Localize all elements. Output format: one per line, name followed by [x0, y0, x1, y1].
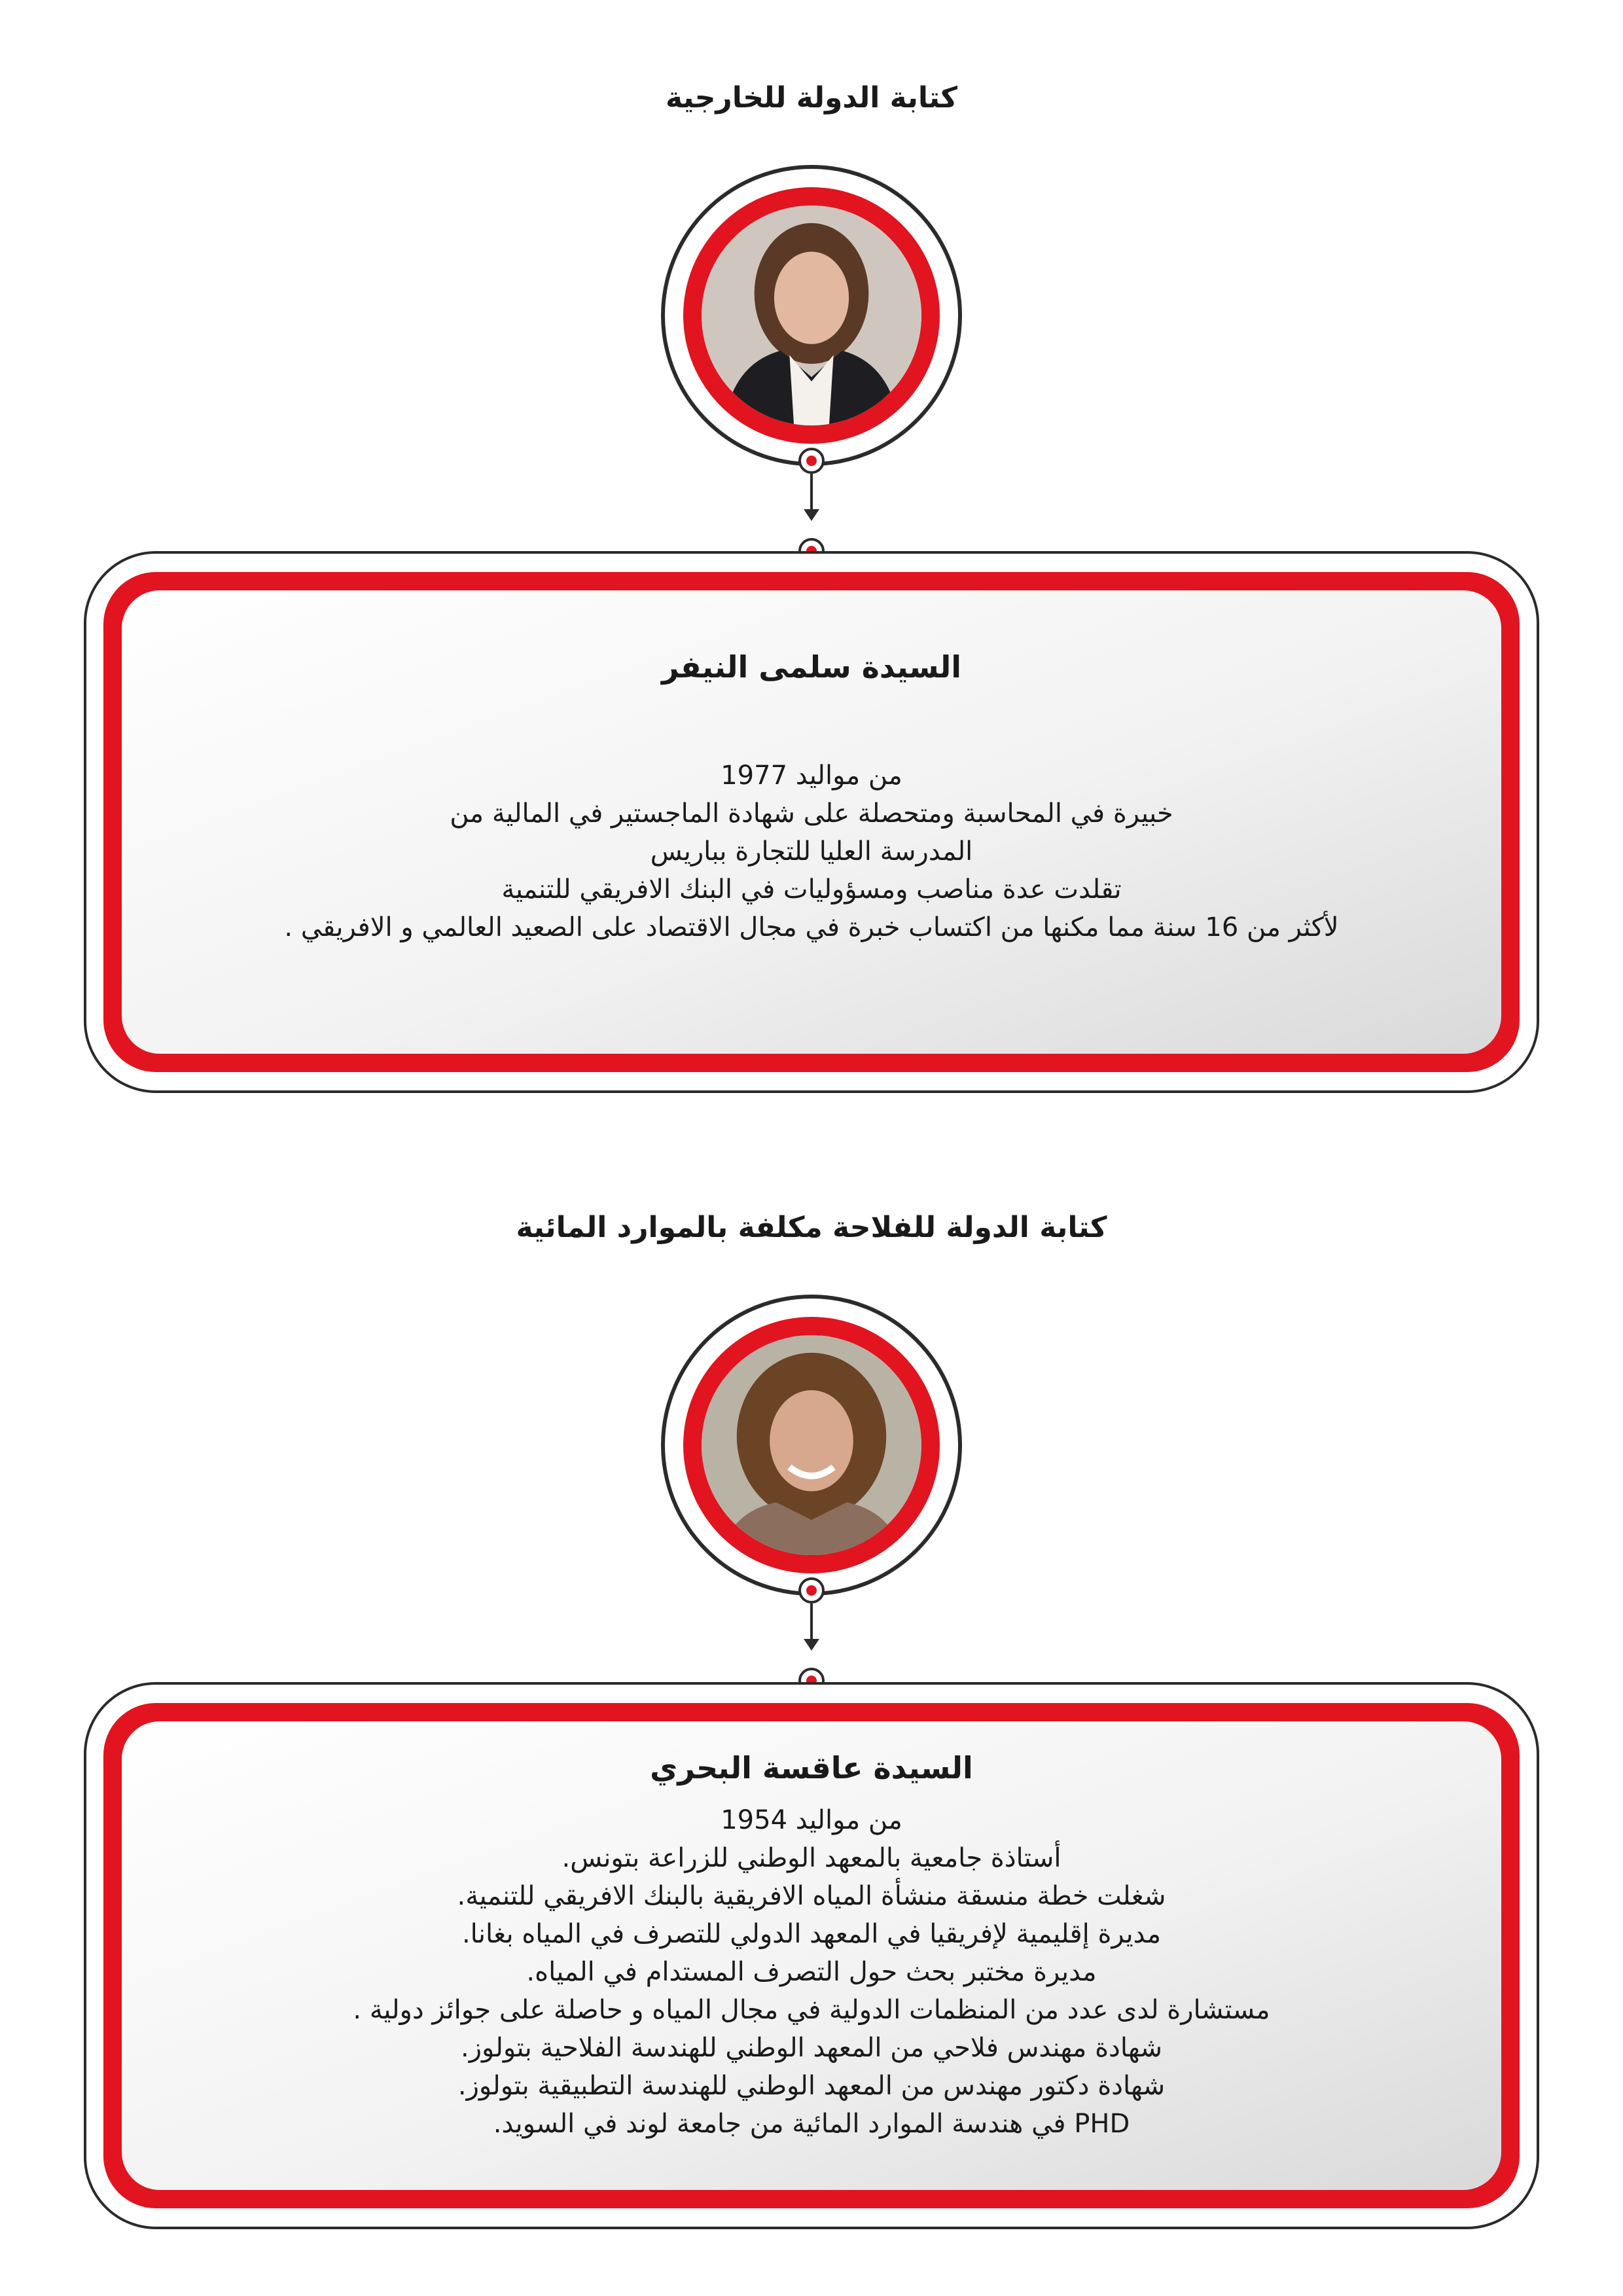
- bio-line: مديرة مختبر بحث حول التصرف المستدام في المياه.: [526, 1957, 1097, 1987]
- bio-card-inner-2: [122, 1721, 1501, 2190]
- bio-line: تقلدت عدة مناصب ومسؤوليات في البنك الافريقي للتنمية: [501, 874, 1122, 905]
- bio-text-2: [122, 1801, 1501, 2143]
- bio-line: لأكثر من 16 سنة مما مكنها من اكتساب خبرة في مجال الاقتصاد على الصعيد العالمي و الافريقي .: [284, 912, 1339, 942]
- portrait-icon-1: [702, 206, 921, 425]
- connector-line-2: [810, 1604, 813, 1641]
- person-name-1: السيدة سلمى النيفر: [661, 649, 962, 685]
- bio-line: خبيرة في المحاسبة ومتحصلة على شهادة الماجستير في المالية من: [450, 798, 1173, 829]
- portrait-frame-1: [661, 165, 962, 466]
- connector-line-1: [810, 474, 813, 512]
- connector-dot-top-1: [798, 448, 825, 474]
- portrait-frame-2: [661, 1295, 962, 1596]
- bio-line: مستشارة لدى عدد من المنظمات الدولية في مجال المياه و حاصلة على جوائز دولية .: [353, 1995, 1270, 2025]
- portrait-red-ring-1: [683, 187, 940, 444]
- bio-card-inner-1: [122, 590, 1501, 1054]
- person-name-2: السيدة عاقسة البحري: [650, 1750, 973, 1785]
- portrait-red-ring-2: [683, 1317, 940, 1573]
- bio-line: مديرة إقليمية لإفريقيا في المعهد الدولي للتصرف في المياه بغانا.: [461, 1919, 1162, 1949]
- bio-line: شغلت خطة منسقة منشأة المياه الافريقية بالبنك الافريقي للتنمية.: [457, 1881, 1166, 1911]
- section-title-2: كتابة الدولة للفلاحة مكلفة بالموارد المائية: [516, 1211, 1107, 1244]
- bio-line: من مواليد 1954: [721, 1805, 902, 1835]
- bio-line: أستاذة جامعية بالمعهد الوطني للزراعة بتونس.: [562, 1843, 1061, 1873]
- bio-line: شهادة مهندس فلاحي من المعهد الوطني للهندسة الفلاحية بتولوز.: [461, 2033, 1162, 2063]
- bio-line: PHD في هندسة الموارد المائية من جامعة لوند في السويد.: [493, 2109, 1130, 2139]
- connector-arrow-2: [804, 1639, 819, 1651]
- bio-card-2: [84, 1682, 1539, 2229]
- portrait-photo-1: [702, 206, 921, 425]
- connector-arrow-1: [804, 509, 819, 521]
- portrait-icon-2: [702, 1335, 921, 1555]
- bio-line: المدرسة العليا للتجارة بباريس: [650, 836, 973, 867]
- section-title-1: كتابة الدولة للخارجية: [666, 81, 957, 115]
- bio-card-1: [84, 551, 1539, 1093]
- bio-line: من مواليد 1977: [721, 761, 902, 791]
- bio-line: شهادة دكتور مهندس من المعهد الوطني للهندسة التطبيقية بتولوز.: [457, 2071, 1166, 2101]
- bio-text-1: [122, 757, 1501, 946]
- connector-dot-top-2: [798, 1577, 825, 1604]
- portrait-photo-2: [702, 1335, 921, 1555]
